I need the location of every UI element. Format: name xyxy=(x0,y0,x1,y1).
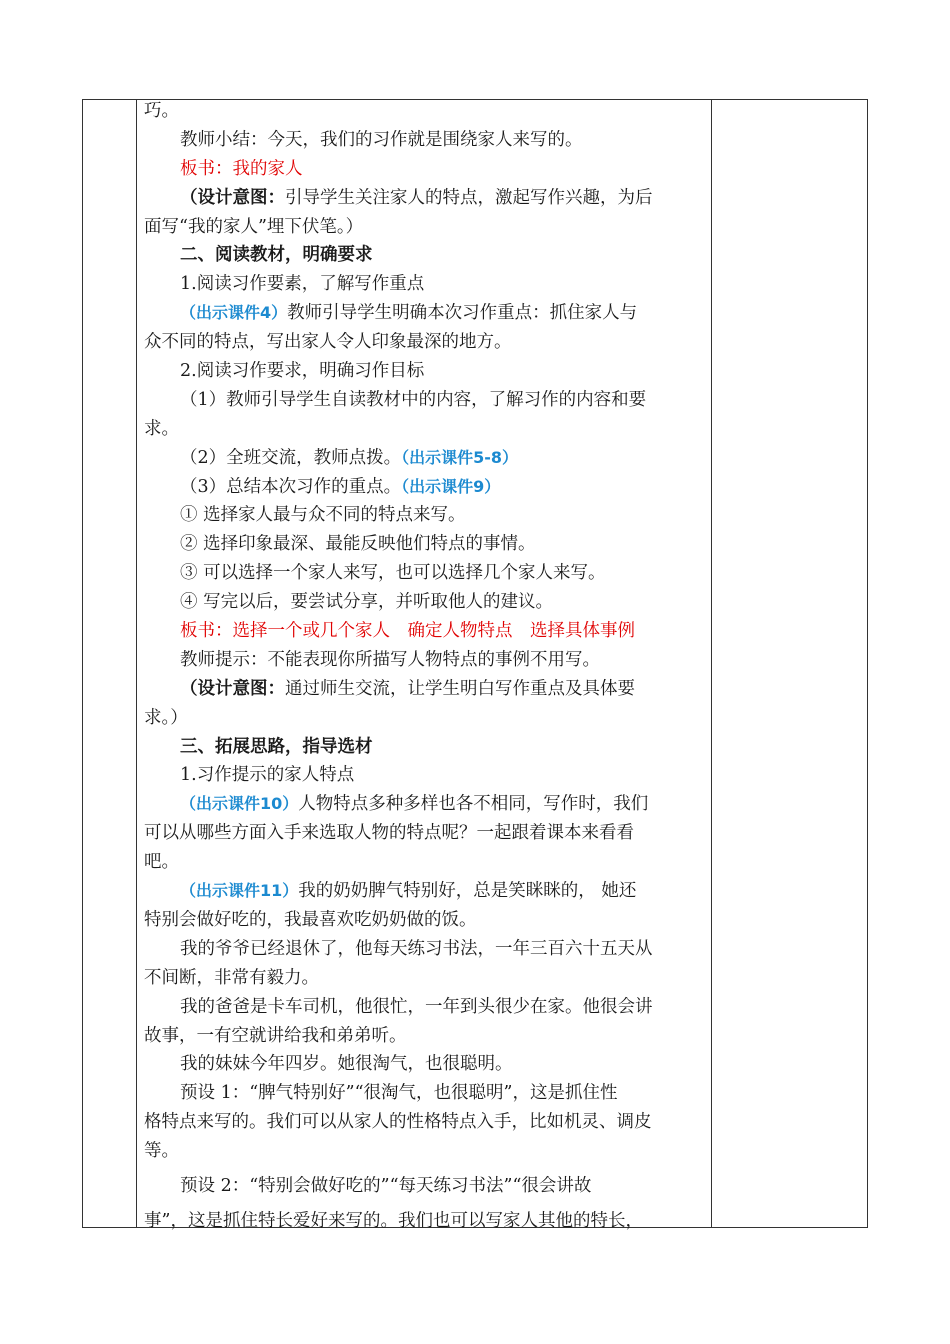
text-line: 求。 xyxy=(144,418,179,439)
text-line: 事”，这是抓住特长爱好来写的。我们也可以写家人其他的特长， xyxy=(144,1210,643,1231)
text-line: 预设 1：“脾气特别好”“很淘气，也很聪明”，这是抓住性 xyxy=(180,1083,618,1104)
design-intent-text: 引导学生关注家人的特点，激起写作兴趣，为后 xyxy=(285,187,653,208)
slide-note xyxy=(144,299,706,328)
section-heading: 三、拓展思路，指导选材 xyxy=(180,736,373,757)
slide-note xyxy=(144,473,706,502)
text-line: 面写“我的家人”埋下伏笔。） xyxy=(144,216,364,237)
text-line: 预设 2：“特别会做好吃的”“每天练习书法”“很会讲故 xyxy=(180,1175,592,1196)
text-line: 我的妹妹今年四岁。她很淘气，也很聪明。 xyxy=(180,1054,513,1075)
text-line: 教师提示：不能表现你所描写人物特点的事例不用写。 xyxy=(180,649,600,670)
text-span: （2）全班交流，教师点拨。 xyxy=(180,447,402,468)
text-line: 格特点来写的。我们可以从家人的性格特点入手，比如机灵、调皮 xyxy=(144,1112,652,1133)
slide-ref: （出示课件9） xyxy=(401,476,501,496)
text-span: （3）总结本次习作的重点。 xyxy=(180,476,402,497)
text-line: 众不同的特点，写出家人令人印象最深的地方。 xyxy=(144,332,512,353)
text-span: 我的奶奶脾气特别好，总是笑眯眯的， 她还 xyxy=(298,881,637,902)
board-note: 板书：选择一个或几个家人 确定人物特点 选择具体事例 xyxy=(180,621,635,642)
text-line: 巧。 xyxy=(144,101,179,121)
board-note: 板书：我的家人 xyxy=(180,158,303,179)
slide-ref: （出示课件10） xyxy=(180,794,299,814)
design-intent-label: （设计意图： xyxy=(180,678,285,699)
text-line: 等。 xyxy=(144,1141,179,1162)
list-item: ① 选择家人最与众不同的特点来写。 xyxy=(180,505,466,526)
slide-note xyxy=(144,877,706,906)
slide-ref: （出示课件5-8） xyxy=(401,447,519,467)
text-line: 故事，一有空就讲给我和弟弟听。 xyxy=(144,1025,407,1046)
list-item: ② 选择印象最深、最能反映他们特点的事情。 xyxy=(180,534,536,555)
design-intent xyxy=(144,184,706,213)
column-divider-right xyxy=(711,99,712,1228)
text-line: 求。） xyxy=(144,707,188,728)
text-line: 不间断，非常有毅力。 xyxy=(144,967,319,988)
text-line: （1）教师引导学生自读教材中的内容，了解习作的内容和要 xyxy=(180,389,647,410)
text-line: 2.阅读习作要求，明确习作目标 xyxy=(180,361,425,382)
text-line: 特别会做好吃的，我最喜欢吃奶奶做的饭。 xyxy=(144,909,477,930)
lesson-text xyxy=(144,97,706,1236)
list-item: ④ 写完以后，要尝试分享，并听取他人的建议。 xyxy=(180,592,554,613)
section-heading: 二、阅读教材，明确要求 xyxy=(180,245,373,266)
design-intent-text: 通过师生交流，让学生明白写作重点及具体要 xyxy=(285,678,635,699)
design-intent xyxy=(144,675,706,704)
text-line: 我的爸爸是卡车司机，他很忙，一年到头很少在家。他很会讲 xyxy=(180,996,653,1017)
slide-ref: （出示课件4） xyxy=(180,303,288,323)
text-line: 我的爷爷已经退休了，他每天练习书法，一年三百六十五天从 xyxy=(180,938,653,959)
text-span: 教师引导学生明确本次习作重点：抓住家人与 xyxy=(287,303,638,324)
text-line: 1.习作提示的家人特点 xyxy=(180,765,355,786)
text-line: 1.阅读习作要素，了解写作重点 xyxy=(180,274,425,295)
slide-note xyxy=(144,790,706,819)
text-line: 吧。 xyxy=(144,852,179,873)
slide-ref: （出示课件11） xyxy=(180,881,299,901)
column-divider-left xyxy=(136,99,137,1228)
list-item: ③ 可以选择一个家人来写，也可以选择几个家人来写。 xyxy=(180,563,606,584)
text-line: 可以从哪些方面入手来选取人物的特点呢？一起跟着课本来看看 xyxy=(144,823,634,844)
text-line: 教师小结：今天，我们的习作就是围绕家人来写的。 xyxy=(180,129,583,150)
text-span: 人物特点多种多样也各不相同，写作时，我们 xyxy=(298,794,649,815)
slide-note xyxy=(144,444,706,473)
design-intent-label: （设计意图： xyxy=(180,187,285,208)
